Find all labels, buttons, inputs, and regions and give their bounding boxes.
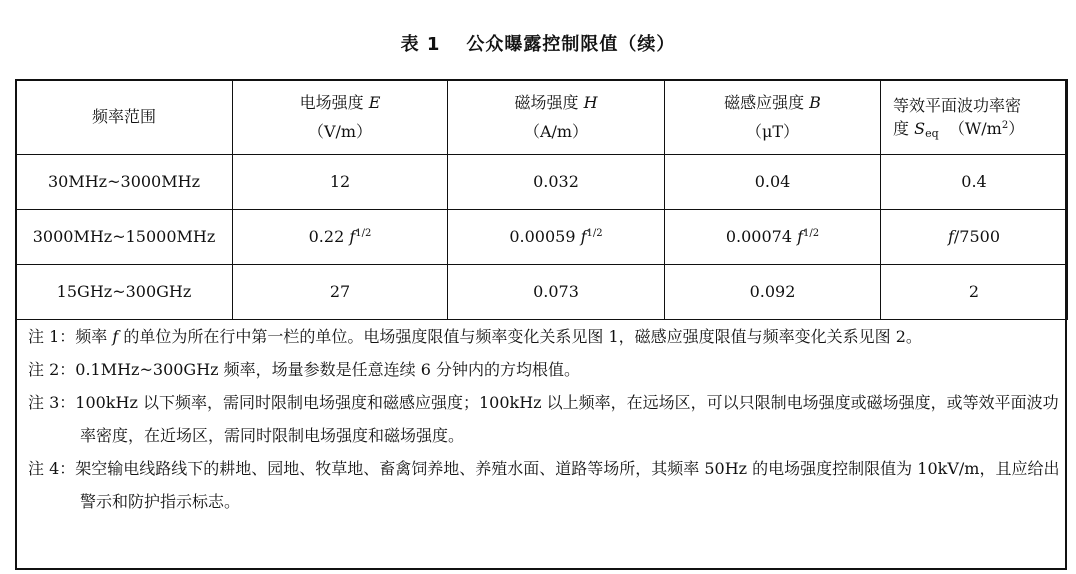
limits-table (15, 79, 1068, 320)
cell-h: 0.00059 $f^{1/2}$ (448, 210, 665, 265)
table-caption: 公众曝露控制限值（续） (466, 34, 676, 55)
header-power-density: 等效平面波功率密 度 $S_{eq}$ $(W/m^2)$ (881, 80, 1068, 155)
header-frequency: 频率范围 (16, 80, 233, 155)
note-2: 注 2：0.1MHz~300GHz 频率，场量参数是任意连续 6 分钟内的方均根值。 (28, 360, 581, 379)
note-1: 注 1：频率 f 的单位为所在行中第一栏的单位。电场强度限值与频率变化关系见图 1，磁感应强度限值与频率变化关系见图 2。 (28, 327, 922, 346)
note-3: 注 3：100kHz 以下频率，需同时限制电场强度和磁感应强度；100kHz 以上频率，在远场区，可以只限制电场强度或磁场强度，或等效平面波功率密度，在近场区，需同时限制电场强度和磁场强度。 (28, 393, 1059, 445)
table-row (16, 210, 1068, 265)
cell-frequency: 30MHz~3000MHz (16, 155, 233, 210)
cell-b: 0.092 (665, 265, 881, 320)
table-title (0, 30, 1076, 56)
cell-s: 2 (881, 265, 1068, 320)
cell-b: 0.00074 $f^{1/2}$ (665, 210, 881, 265)
cell-e: 12 (233, 155, 448, 210)
cell-h: 0.073 (448, 265, 665, 320)
cell-frequency: 15GHz~300GHz (16, 265, 233, 320)
cell-s: 0.4 (881, 155, 1068, 210)
header-h-field: 磁场强度 H （A/m） (448, 80, 665, 155)
header-b-field: 磁感应强度 B （μT） (665, 80, 881, 155)
table-number: 表 1 (400, 34, 441, 55)
cell-e: 27 (233, 265, 448, 320)
cell-e: 0.22 $f^{1/2}$ (233, 210, 448, 265)
table-row (16, 265, 1068, 320)
table-header-row (16, 80, 1068, 155)
header-e-field: 电场强度 E （V/m） (233, 80, 448, 155)
table-notes (28, 320, 1060, 518)
note-4: 注 4：架空输电线路线下的耕地、园地、牧草地、畜禽饲养地、养殖水面、道路等场所，其频率 50Hz 的电场强度控制限值为 10kV/m，且应给出警示和防护指示标志。 (28, 459, 1060, 511)
cell-b: 0.04 (665, 155, 881, 210)
table-row (16, 155, 1068, 210)
cell-frequency: 3000MHz~15000MHz (16, 210, 233, 265)
cell-s: f/7500 (881, 210, 1068, 265)
cell-h: 0.032 (448, 155, 665, 210)
